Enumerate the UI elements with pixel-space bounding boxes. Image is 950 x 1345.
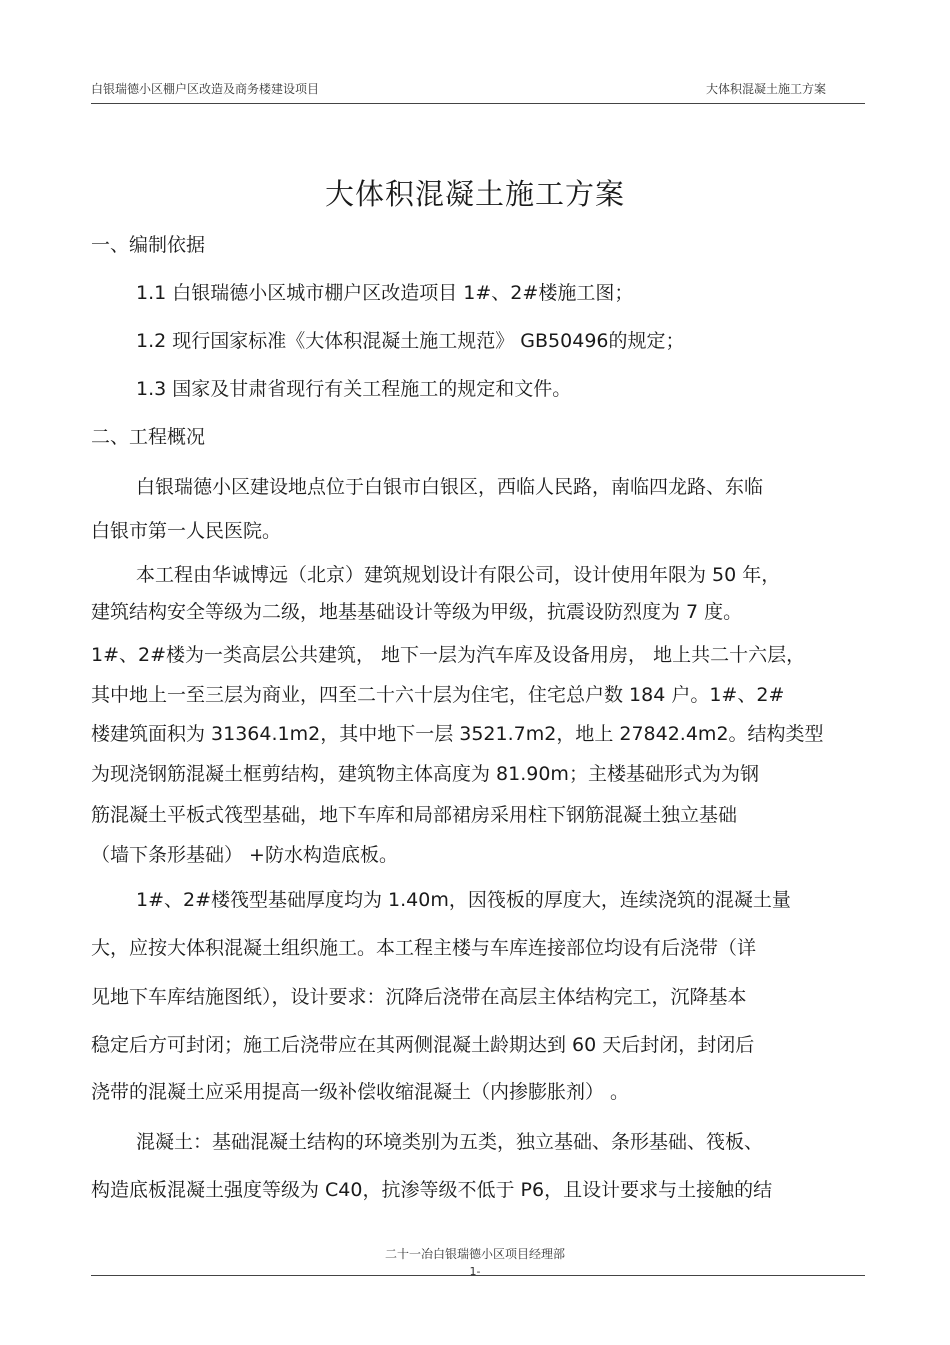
paragraph-line: （墙下条形基础） +防水构造底板。 [91,844,398,866]
footer-divider [91,1275,865,1276]
paragraph-line: 1.1 白银瑞德小区城市棚户区改造项目 1#、2#楼施工图； [136,282,634,304]
header-doc-title: 大体积混凝土施工方案 [705,82,826,96]
page-title: 大体积混凝土施工方案 [324,177,625,211]
paragraph-line: 建筑结构安全等级为二级，地基基础设计等级为甲级，抗震设防烈度为 7 度。 [91,601,743,623]
paragraph-line: 为现浇钢筋混凝土框剪结构，建筑物主体高度为 81.90m；主楼基础形式为为钢 [91,763,759,785]
paragraph-line: 浇带的混凝土应采用提高一级补偿收缩混凝土（内掺膨胀剂） 。 [91,1081,630,1103]
paragraph-line: 1.3 国家及甘肃省现行有关工程施工的规定和文件。 [136,378,572,400]
paragraph-line: 1#、2#楼筏型基础厚度均为 1.40m，因筏板的厚度大，连续浇筑的混凝土量 [136,889,791,911]
header-project-name: 白银瑞德小区棚户区改造及商务楼建设项目 [91,82,320,96]
section-heading-1: 一、编制依据 [91,234,206,256]
paragraph-line: 稳定后方可封闭；施工后浇带应在其两侧混凝土龄期达到 60 天后封闭，封闭后 [91,1034,755,1056]
footer-organization: 二十一冶白银瑞德小区项目经理部 [384,1247,565,1261]
header-divider [91,103,865,104]
page-number: 1- [469,1265,481,1278]
paragraph-line: 白银瑞德小区建设地点位于白银市白银区，西临人民路，南临四龙路、东临 [136,476,764,498]
paragraph-line: 1#、2#楼为一类高层公共建筑， 地下一层为汽车库及设备用房， 地上共二十六层， [91,644,806,666]
paragraph-line: 筋混凝土平板式筏型基础，地下车库和局部裙房采用柱下钢筋混凝土独立基础 [91,804,738,826]
paragraph-line: 白银市第一人民医院。 [91,520,282,542]
paragraph-line: 见地下车库结施图纸），设计要求：沉降后浇带在高层主体结构完工，沉降基本 [91,986,747,1008]
paragraph-line: 构造底板混凝土强度等级为 C40，抗渗等级不低于 P6，且设计要求与土接触的结 [91,1179,773,1201]
paragraph-line: 本工程由华诚博远（北京）建筑规划设计有限公司，设计使用年限为 50 年， [136,564,781,586]
paragraph-line: 大，应按大体积混凝土组织施工。本工程主楼与车库连接部位均设有后浇带（详 [91,937,757,959]
paragraph-line: 楼建筑面积为 31364.1m2，其中地下一层 3521.7m2，地上 27842.4m2。结构类型 [91,723,824,745]
paragraph-line: 其中地上一至三层为商业，四至二十六十层为住宅，住宅总户数 184 户。1#、2# [91,684,785,706]
paragraph-line: 混凝土：基础混凝土结构的环境类别为五类，独立基础、条形基础、筏板、 [136,1131,764,1153]
section-heading-2: 二、工程概况 [91,426,206,448]
paragraph-line: 1.2 现行国家标准《大体积混凝土施工规范》 GB50496的规定； [136,330,685,352]
